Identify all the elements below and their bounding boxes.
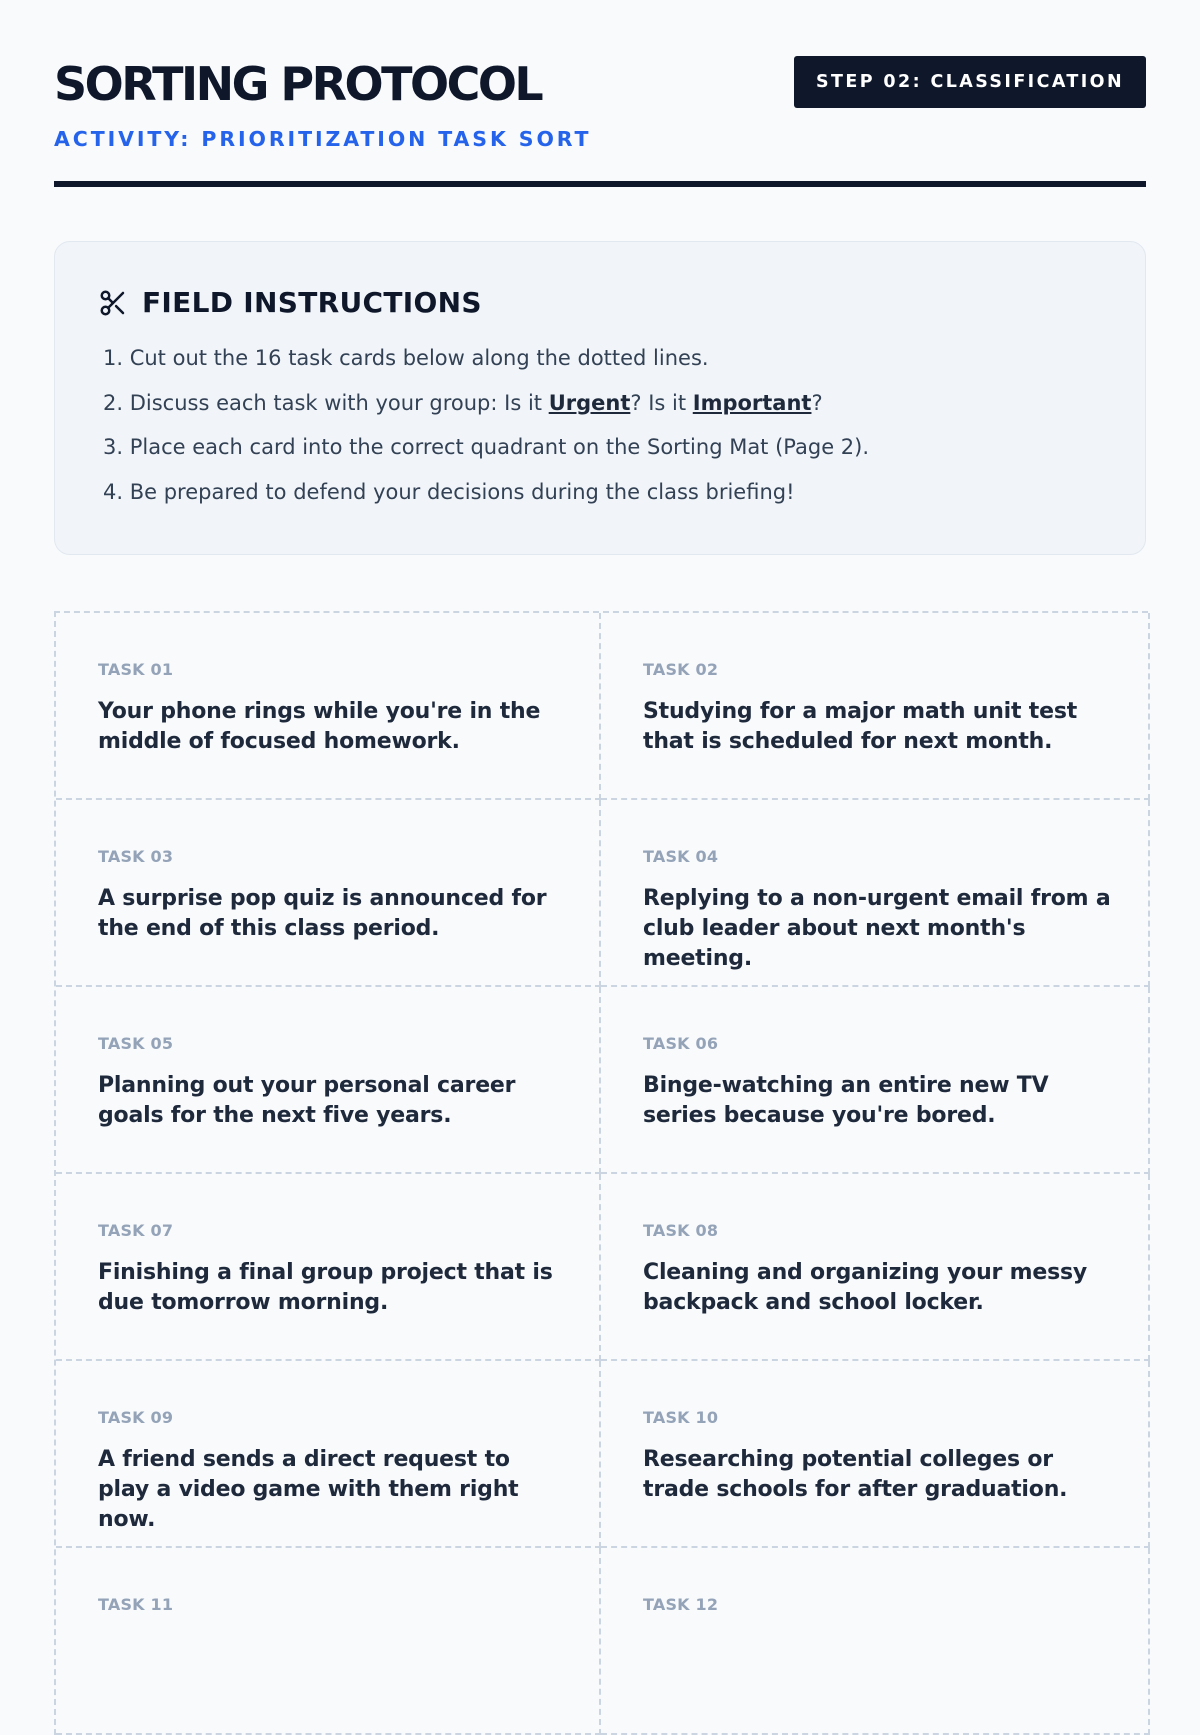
task-card-number: TASK 10 [643,1408,719,1427]
task-card-number: TASK 06 [643,1034,719,1053]
page-subtitle: ACTIVITY: PRIORITIZATION TASK SORT [54,127,592,151]
instruction-step-4: 4. Be prepared to defend your decisions during the class briefing! [103,479,795,504]
task-card-number: TASK 01 [98,660,174,679]
task-card [56,987,601,1174]
task-card-text: A friend sends a direct request to play a video game with them right now. [98,1447,519,1532]
task-card-number: TASK 11 [98,1595,174,1614]
task-card [601,1361,1150,1548]
instruction-step-2-prefix: 2. Discuss each task with your group: Is it [103,390,549,415]
task-card-text: Cleaning and organizing your messy backpack and school locker. [643,1260,1088,1315]
task-card [56,1548,601,1735]
instruction-step-2-mid: ? Is it [630,390,693,415]
instruction-step-3: 3. Place each card into the correct quadrant on the Sorting Mat (Page 2). [103,435,870,459]
task-card [56,1361,601,1548]
task-card-number: TASK 05 [98,1034,174,1053]
task-card-text: Binge-watching an entire new TV series because you're bored. [643,1073,1049,1128]
task-card [56,1174,601,1361]
instruction-step-2 [103,391,869,436]
task-card [56,613,601,800]
task-card-number: TASK 03 [98,847,174,866]
task-card-number: TASK 08 [643,1221,719,1240]
task-card-text: Researching potential colleges or trade schools for after graduation. [643,1447,1068,1502]
task-card-text: Replying to a non-urgent email from a club leader about next month's meeting. [643,886,1111,971]
task-card-text: A surprise pop quiz is announced for the end of this class period. [98,886,547,941]
important-term: Important [692,390,812,415]
task-card-number: TASK 12 [643,1595,719,1614]
task-card-text: Your phone rings while you're in the middle of focused homework. [98,699,541,754]
task-card-number: TASK 09 [98,1408,174,1427]
task-card [601,800,1150,987]
task-card-text: Finishing a final group project that is due tomorrow morning. [98,1260,553,1315]
urgent-term: Urgent [548,390,631,415]
task-card-number: TASK 07 [98,1221,174,1240]
scissors-icon [98,288,128,318]
instructions-heading [98,286,482,319]
task-card-text: Studying for a major math unit test that is scheduled for next month. [643,699,1078,754]
task-card [601,1174,1150,1361]
page-title: SORTING PROTOCOL [54,57,542,111]
task-card-text: Planning out your personal career goals for the next five years. [98,1073,516,1128]
instruction-step-2-suffix: ? [811,390,823,415]
task-card-number: TASK 02 [643,660,719,679]
header-divider [54,181,1146,187]
task-card [601,987,1150,1174]
task-card [601,613,1150,800]
task-card-grid [54,611,1148,1735]
task-card-number: TASK 04 [643,847,719,866]
step-badge: STEP 02: CLASSIFICATION [794,56,1146,108]
instructions-panel [54,241,1146,555]
task-card [56,800,601,987]
instructions-title: FIELD INSTRUCTIONS [142,286,482,319]
instructions-list [103,346,869,524]
instruction-step-1: 1. Cut out the 16 task cards below along the dotted lines. [103,346,709,370]
task-card [601,1548,1150,1735]
